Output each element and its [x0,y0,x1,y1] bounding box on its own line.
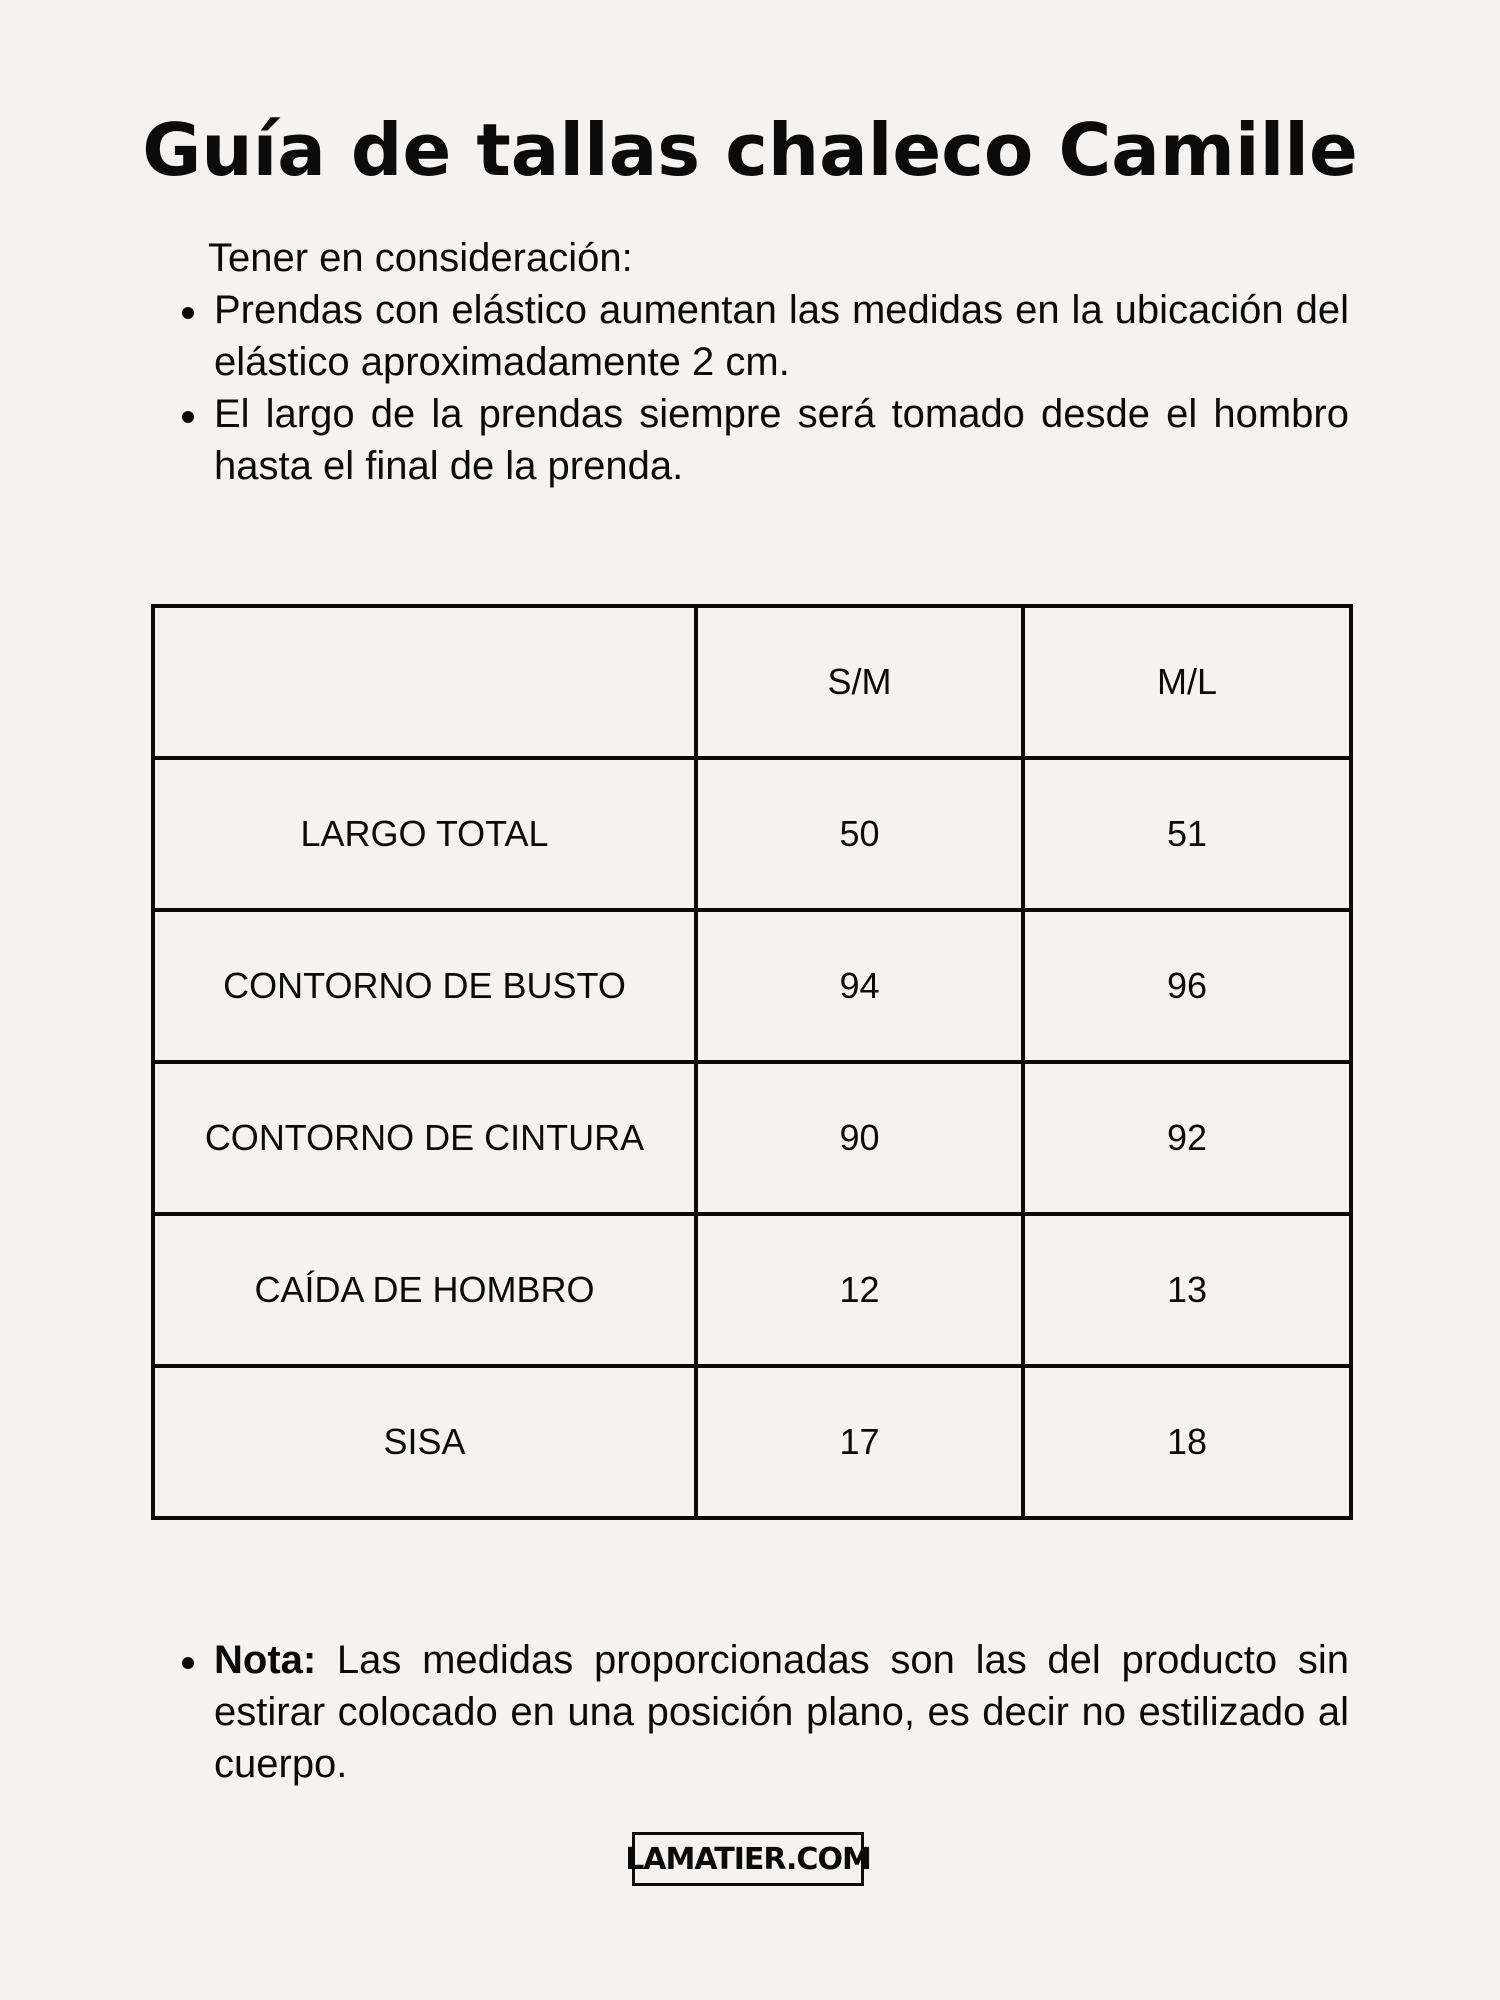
row-label: SISA [153,1366,696,1518]
value-sm: 50 [696,758,1023,910]
note-list [214,1634,1349,1790]
value-sm: 12 [696,1214,1023,1366]
row-label: CAÍDA DE HOMBRO [153,1214,696,1366]
value-ml: 13 [1023,1214,1351,1366]
table-row [153,1062,1351,1214]
row-label: LARGO TOTAL [153,758,696,910]
considerations-list [214,284,1349,492]
consideration-item: Prendas con elástico aumentan las medidas en la ubicación del elástico aproximadamente 2 cm. [214,284,1349,388]
table-row [153,758,1351,910]
row-label: CONTORNO DE BUSTO [153,910,696,1062]
row-label: CONTORNO DE CINTURA [153,1062,696,1214]
brand-link[interactable]: LAMATIER.COM [632,1832,864,1886]
value-sm: 94 [696,910,1023,1062]
value-sm: 17 [696,1366,1023,1518]
table-header-row [153,606,1351,758]
note-item [214,1634,1349,1790]
page-title: Guía de tallas chaleco Camille [142,108,1358,192]
table-row [153,1214,1351,1366]
header-empty-cell [153,606,696,758]
consideration-item: El largo de la prendas siempre será tomado desde el hombro hasta el final de la prenda. [214,388,1349,492]
value-ml: 18 [1023,1366,1351,1518]
note-label: Nota: [214,1638,317,1682]
header-size-sm: S/M [696,606,1023,758]
value-ml: 51 [1023,758,1351,910]
size-table [151,604,1353,1520]
value-sm: 90 [696,1062,1023,1214]
value-ml: 92 [1023,1062,1351,1214]
header-size-ml: M/L [1023,606,1351,758]
table-row [153,910,1351,1062]
value-ml: 96 [1023,910,1351,1062]
table-row [153,1366,1351,1518]
intro-text: Tener en consideración: [208,236,633,280]
note-text: Las medidas proporcionadas son las del producto sin estirar colocado en una posición plano, es decir no estilizado al cuerpo. [214,1638,1349,1786]
